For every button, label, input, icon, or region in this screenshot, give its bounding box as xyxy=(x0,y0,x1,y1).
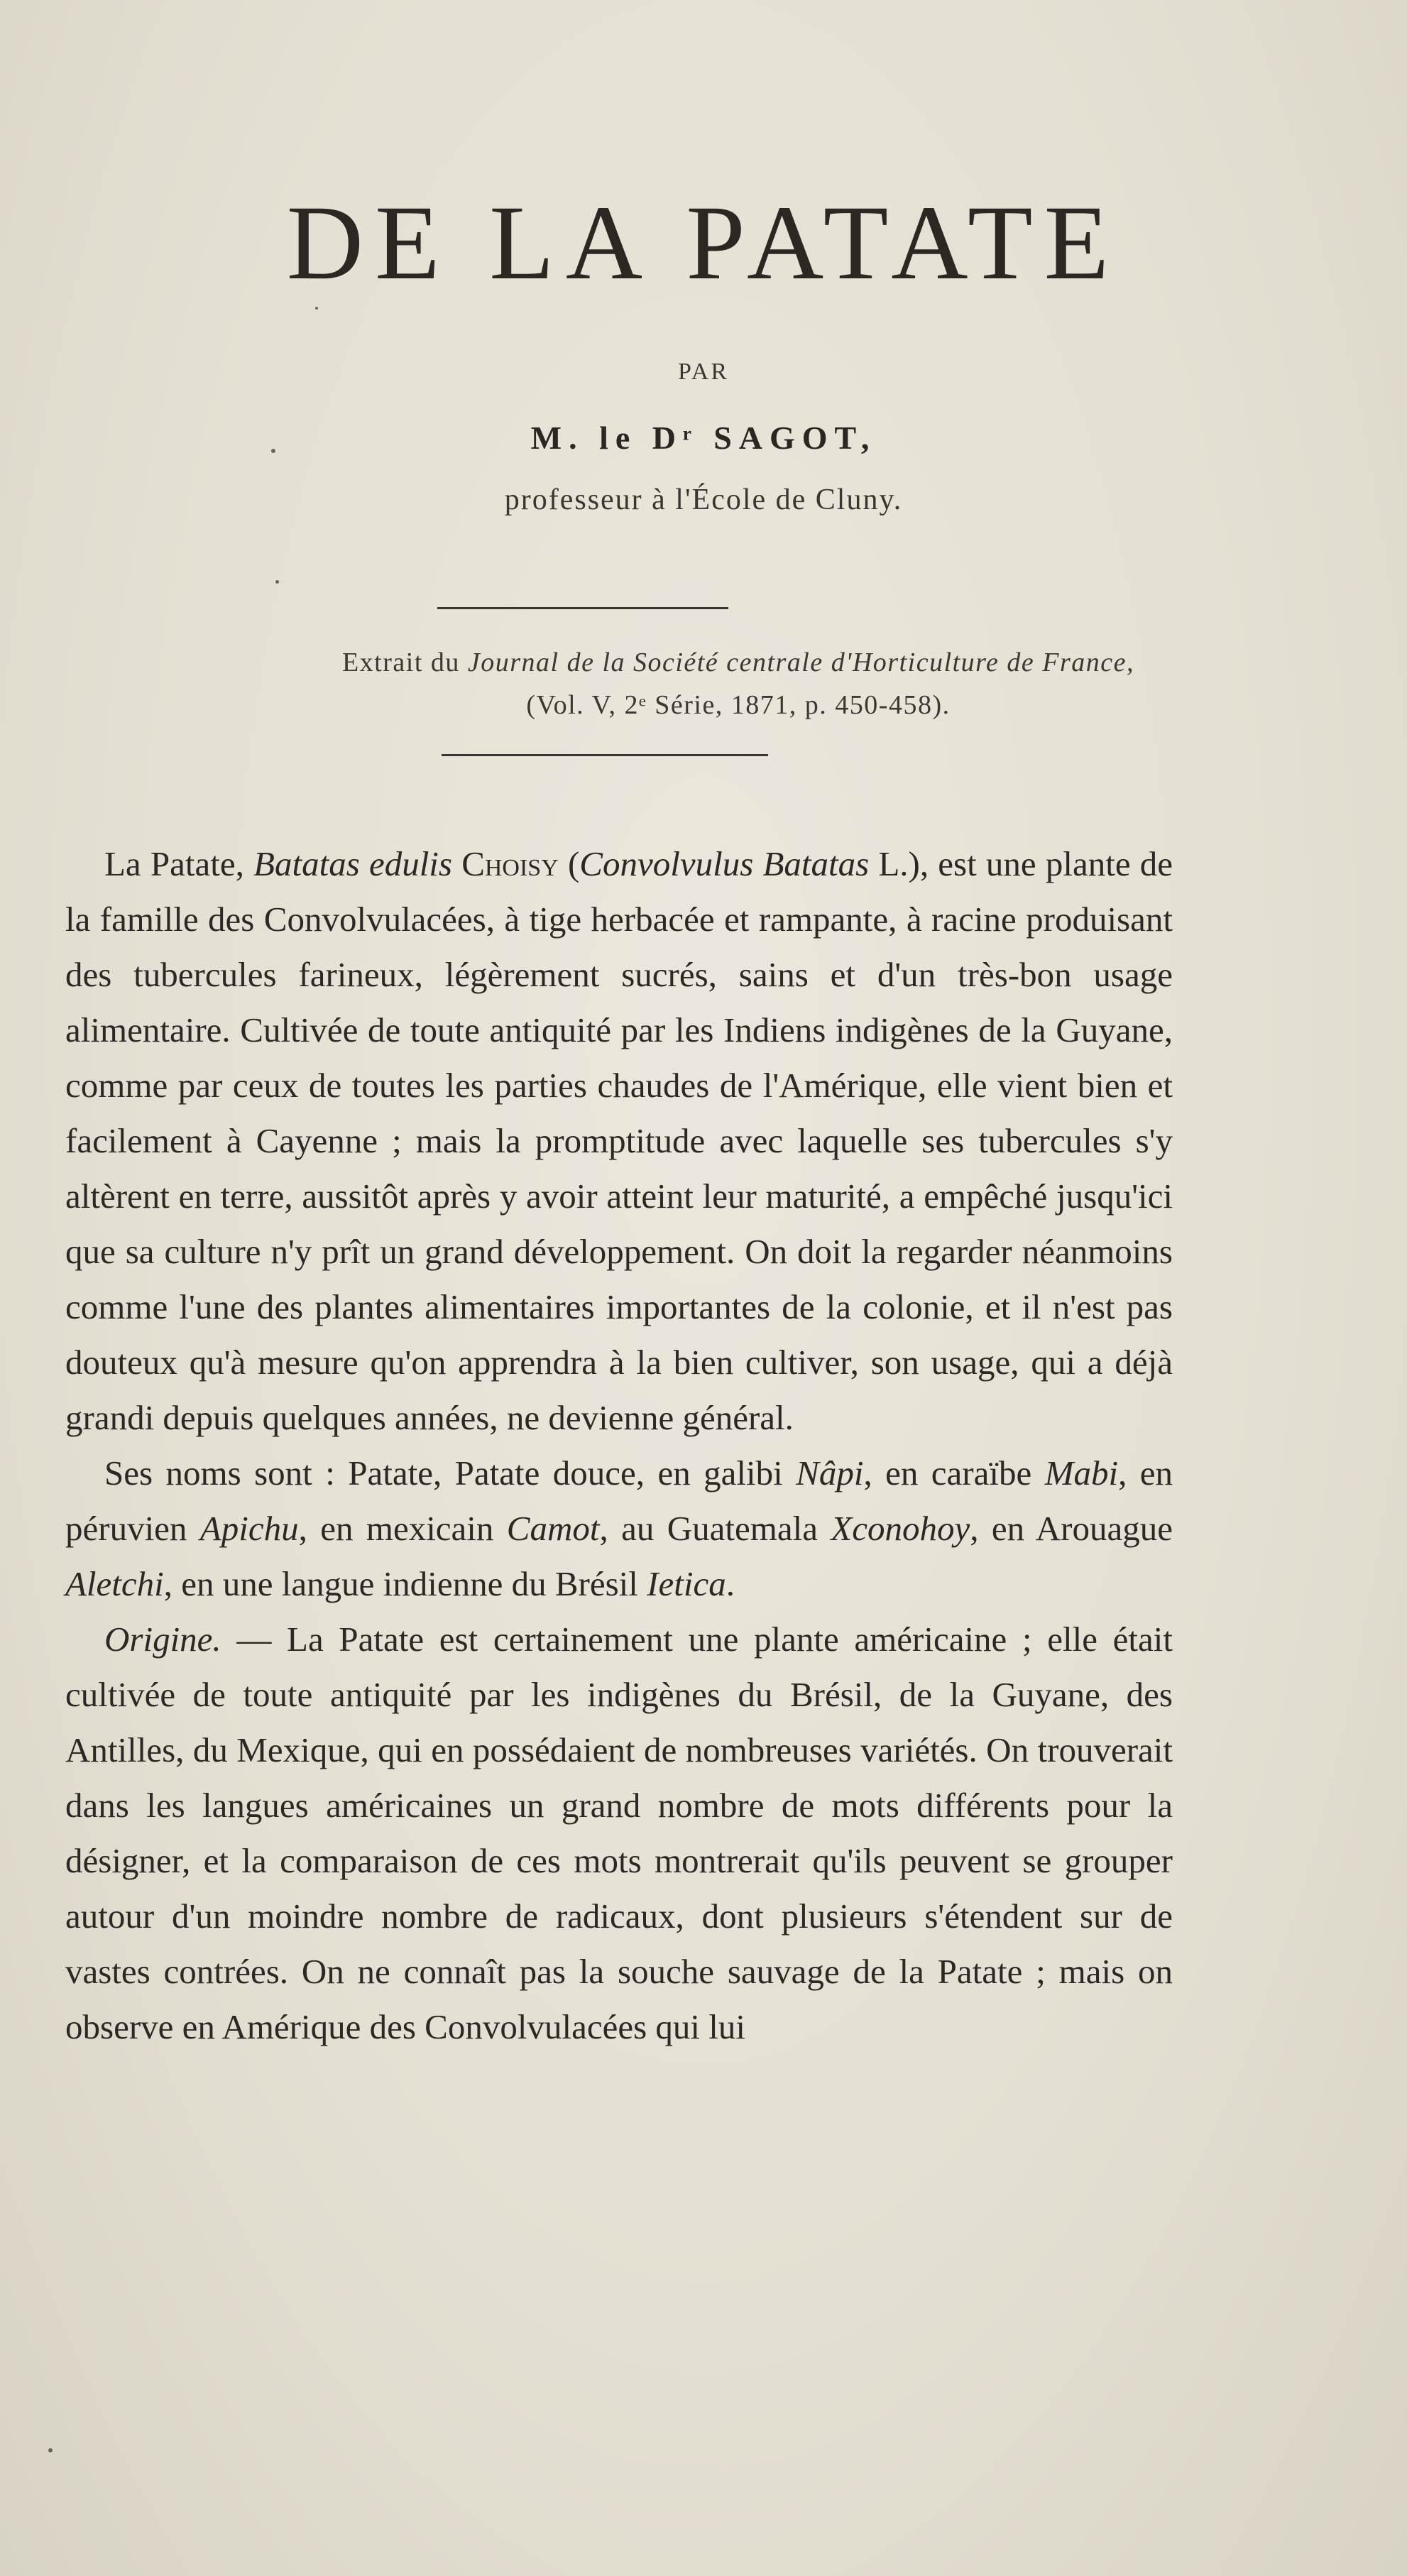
text-run: , en mexicain xyxy=(298,1509,507,1548)
italic-text-run: Batatas edulis xyxy=(253,844,452,883)
author-affiliation: professeur à l'École de Cluny. xyxy=(504,484,903,516)
text-run: Ses noms sont : Patate, Patate douce, en galibi xyxy=(104,1453,796,1492)
extract-prefix: Extrait du xyxy=(341,648,460,677)
italic-text-run: Mabi xyxy=(1044,1453,1119,1492)
small-caps-text-run: Choisy xyxy=(461,844,559,883)
paragraph-1 xyxy=(65,836,1173,1446)
author-name: M. le Dʳ SAGOT, xyxy=(530,420,877,456)
body-text xyxy=(65,836,1173,2055)
italic-text-run: Aletchi xyxy=(65,1564,164,1603)
italic-text-run: Nâpi xyxy=(796,1453,864,1492)
text-run: . xyxy=(726,1564,735,1603)
text-run: , en caraïbe xyxy=(863,1453,1045,1492)
text-run: , au Guatemala xyxy=(599,1509,831,1548)
text-run: , en une langue indienne du Brésil xyxy=(163,1564,647,1603)
text-run xyxy=(452,844,461,883)
divider-top xyxy=(437,607,728,609)
italic-text-run: Ietica xyxy=(647,1564,726,1603)
divider-bottom xyxy=(442,754,768,756)
text-run: — La Patate est certainement une plante américaine ; elle était cultivée de toute antiquité par les indigènes du Brésil, de la Guyane, des Antilles, du Mexique, qui en possédaient de nombreuses variétés. On trouverait dans les langues américaines un grand nombre de mots différents pour la désigner, et la comparaison de ces mots montrerait qu'ils peuvent se grouper autour d'un moindre nombre de radicaux, dont plusieurs s'étendent sur de vastes contrées. On ne connaît pas la souche sauvage de la Patate ; mais on observe en Amérique des Convolvulacées qui lui xyxy=(65,1620,1173,2046)
paper-speck xyxy=(271,449,275,453)
text-run: , en Arouague xyxy=(970,1509,1173,1548)
paper-speck xyxy=(315,307,318,310)
paper-speck xyxy=(48,2448,53,2452)
extract-reference: (Vol. V, 2ᵉ Série, 1871, p. 450-458). xyxy=(526,690,951,720)
paper-speck xyxy=(275,580,279,584)
extract-line-1 xyxy=(114,641,1363,684)
journal-name: Journal de la Société centrale d'Horticulture de France, xyxy=(467,648,1135,677)
italic-text-run: Origine. xyxy=(104,1620,221,1659)
text-run: ( xyxy=(558,844,580,883)
italic-text-run: Convolvulus Batatas xyxy=(579,844,870,883)
italic-text-run: Camot xyxy=(506,1509,600,1548)
document-title: DE LA PATATE xyxy=(286,184,1121,302)
by-line: PAR xyxy=(677,359,730,385)
italic-text-run: Xconohoy xyxy=(831,1509,970,1548)
text-run: La Patate, xyxy=(104,844,254,883)
text-run: , en péruvien xyxy=(65,1453,1173,1548)
paragraph-3 xyxy=(65,1612,1173,2055)
paragraph-2 xyxy=(65,1446,1173,1612)
italic-text-run: Apichu xyxy=(199,1509,299,1548)
extract-note xyxy=(114,641,1363,726)
text-run: L.), est une plante de la famille des Convolvulacées, à tige herbacée et rampante, à racine produisant des tubercules farineux, légèrement sucrés, sains et d'un très-bon usage alimentaire. Cultivée de toute antiquité par les Indiens indigènes de la Guyane, comme par ceux de toutes les parties chaudes de l'Amérique, elle vient bien et facilement à Cayenne ; mais la promptitude avec laquelle ses tubercules s'y altèrent en terre, aussitôt après y avoir atteint leur maturité, a empêché jusqu'ici que sa culture n'y prît un grand développement. On doit la regarder néanmoins comme l'une des plantes alimentaires importantes de la colonie, et il n'est pas douteux qu'à mesure qu'on apprendra à la bien cultiver, son usage, qui a déjà grandi depuis quelques années, ne devienne général. xyxy=(65,844,1173,1437)
